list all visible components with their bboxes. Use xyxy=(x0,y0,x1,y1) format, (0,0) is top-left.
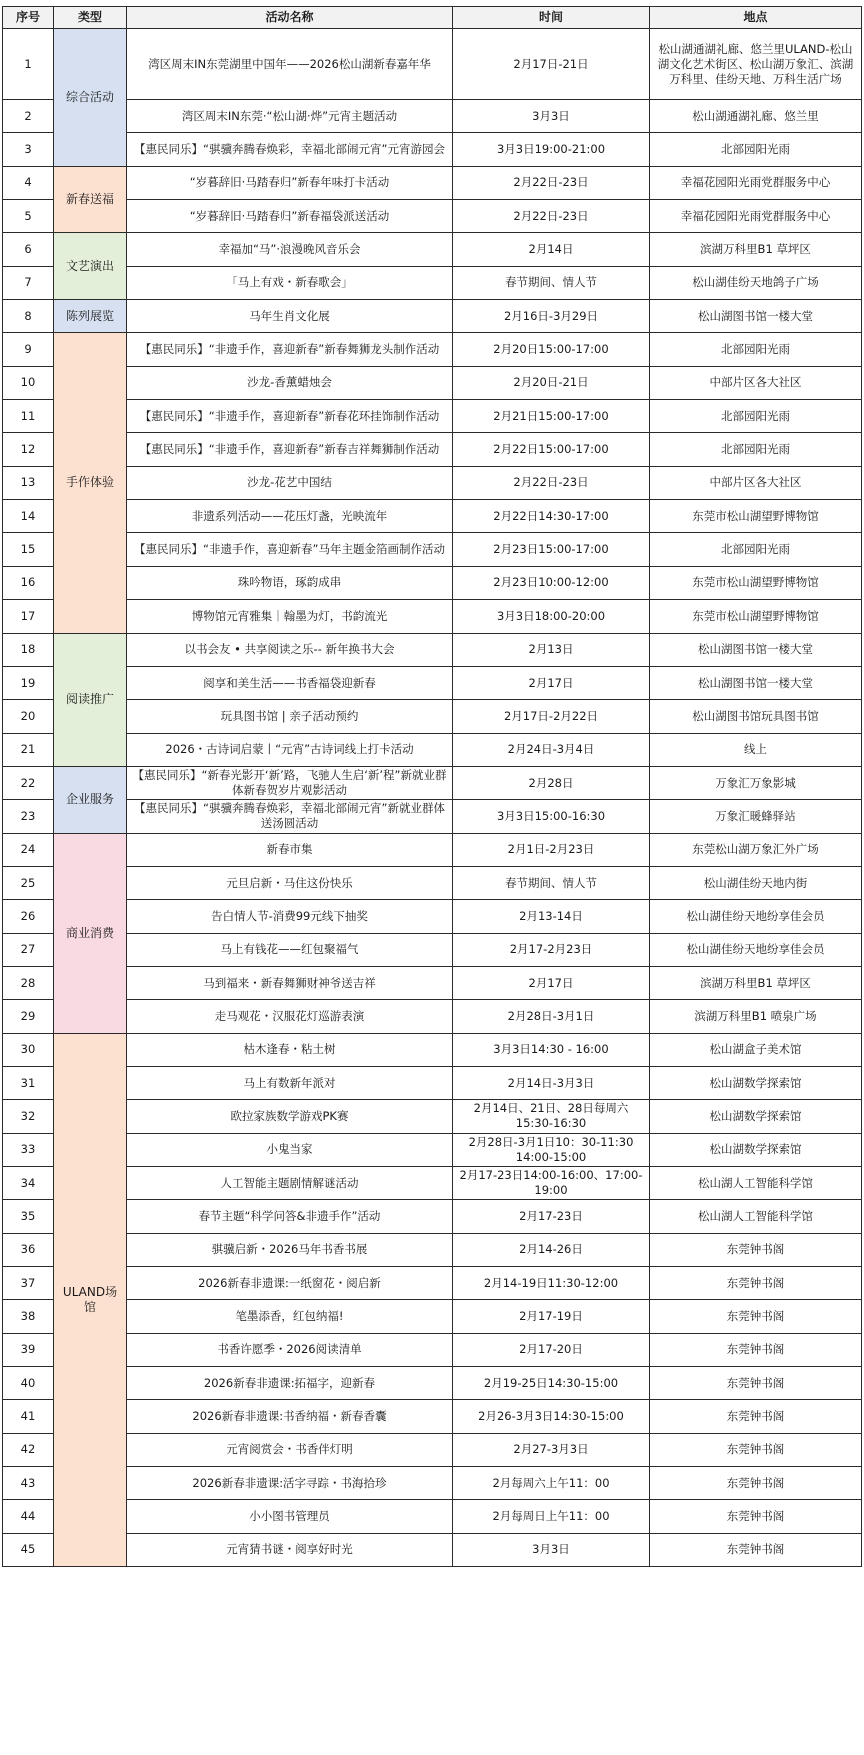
activity-place: 东莞钟书阁 xyxy=(650,1367,862,1400)
row-number: 2 xyxy=(3,100,54,133)
activity-time: 2月28日 xyxy=(453,766,650,799)
activity-place: 滨湖万科里B1 喷泉广场 xyxy=(650,1000,862,1033)
activity-name: “岁暮辞旧·马踏春归”新春福袋派送活动 xyxy=(127,200,453,233)
activity-time: 2月21日15:00-17:00 xyxy=(453,400,650,433)
activity-name: 枯木逢春・粘土树 xyxy=(127,1033,453,1066)
row-number: 41 xyxy=(3,1400,54,1433)
activity-place: 东莞钟书阁 xyxy=(650,1300,862,1333)
activity-time: 2月17日 xyxy=(453,666,650,699)
table-row xyxy=(3,100,862,133)
row-number: 21 xyxy=(3,733,54,766)
activity-place: 松山湖盒子美术馆 xyxy=(650,1033,862,1066)
activity-name: 元旦启新・马住这份快乐 xyxy=(127,866,453,899)
activity-name: 沙龙-花艺中国结 xyxy=(127,466,453,499)
activity-place: 松山湖佳纷天地内街 xyxy=(650,866,862,899)
activity-name: 珠吟物语，琢韵成串 xyxy=(127,566,453,599)
row-number: 12 xyxy=(3,433,54,466)
row-number: 35 xyxy=(3,1200,54,1233)
activity-place: 松山湖佳纷天地纷享佳会员 xyxy=(650,900,862,933)
table-row xyxy=(3,533,862,566)
table-row xyxy=(3,166,862,199)
row-number: 23 xyxy=(3,800,54,833)
table-row xyxy=(3,666,862,699)
table-row xyxy=(3,400,862,433)
activity-time: 2月14-26日 xyxy=(453,1233,650,1266)
activity-time: 2月13-14日 xyxy=(453,900,650,933)
table-row xyxy=(3,500,862,533)
activity-place: 中部片区各大社区 xyxy=(650,466,862,499)
table-row xyxy=(3,1167,862,1200)
activity-name: 新春市集 xyxy=(127,833,453,866)
row-number: 18 xyxy=(3,633,54,666)
activity-time: 春节期间、情人节 xyxy=(453,866,650,899)
activity-place: 东莞松山湖万象汇外广场 xyxy=(650,833,862,866)
table-row xyxy=(3,1033,862,1066)
table-row xyxy=(3,1500,862,1533)
activity-name: 【惠民同乐】“非遗手作，喜迎新春”新春舞狮龙头制作活动 xyxy=(127,333,453,366)
row-number: 43 xyxy=(3,1467,54,1500)
activity-place: 东莞市松山湖望野博物馆 xyxy=(650,500,862,533)
activity-name: 小小图书管理员 xyxy=(127,1500,453,1533)
activity-name: 马年生肖文化展 xyxy=(127,300,453,333)
activity-name: 博物馆元宵雅集｜翰墨为灯，书韵流光 xyxy=(127,600,453,633)
activity-name: 【惠民同乐】“骐骥奔腾春焕彩，幸福北部闹元宵”新就业群体送汤圆活动 xyxy=(127,800,453,833)
activity-place: 北部园阳光雨 xyxy=(650,133,862,166)
row-number: 20 xyxy=(3,700,54,733)
activity-name: 「马上有戏・新春歌会」 xyxy=(127,266,453,299)
activity-place: 松山湖图书馆一楼大堂 xyxy=(650,633,862,666)
table-row xyxy=(3,1400,862,1433)
activity-place: 东莞钟书阁 xyxy=(650,1267,862,1300)
activity-time: 2月19-25日14:30-15:00 xyxy=(453,1367,650,1400)
activity-place: 北部园阳光雨 xyxy=(650,533,862,566)
table-row xyxy=(3,733,862,766)
activity-name: 【惠民同乐】“非遗手作，喜迎新春”马年主题金箔画制作活动 xyxy=(127,533,453,566)
activity-name: 走马观花・汉服花灯巡游表演 xyxy=(127,1000,453,1033)
activity-place: 松山湖通湖礼廊、悠兰里 xyxy=(650,100,862,133)
activity-time: 2月17日-2月22日 xyxy=(453,700,650,733)
header-time: 时间 xyxy=(453,7,650,29)
activity-name: 元宵猜书谜・阅享好时光 xyxy=(127,1533,453,1566)
activity-place: 松山湖数学探索馆 xyxy=(650,1100,862,1133)
row-number: 11 xyxy=(3,400,54,433)
row-number: 31 xyxy=(3,1066,54,1099)
activity-name: 马上有数新年派对 xyxy=(127,1066,453,1099)
activity-place: 松山湖图书馆玩具图书馆 xyxy=(650,700,862,733)
row-number: 40 xyxy=(3,1367,54,1400)
activity-name: 2026新春非遗课:拓福字，迎新春 xyxy=(127,1367,453,1400)
row-number: 29 xyxy=(3,1000,54,1033)
activity-time: 2月22日-23日 xyxy=(453,166,650,199)
row-number: 33 xyxy=(3,1133,54,1166)
activity-place: 东莞钟书阁 xyxy=(650,1400,862,1433)
row-number: 26 xyxy=(3,900,54,933)
activity-place: 东莞钟书阁 xyxy=(650,1533,862,1566)
row-number: 42 xyxy=(3,1433,54,1466)
activity-time: 2月17-23日14:00-16:00、17:00-19:00 xyxy=(453,1167,650,1200)
activity-place: 东莞钟书阁 xyxy=(650,1333,862,1366)
row-number: 7 xyxy=(3,266,54,299)
table-row xyxy=(3,1066,862,1099)
category-cell: 商业消费 xyxy=(54,833,127,1033)
activity-time: 2月28日-3月1日 xyxy=(453,1000,650,1033)
table-row xyxy=(3,266,862,299)
activity-time: 2月22日15:00-17:00 xyxy=(453,433,650,466)
row-number: 9 xyxy=(3,333,54,366)
activity-time: 2月20日15:00-17:00 xyxy=(453,333,650,366)
table-row xyxy=(3,1300,862,1333)
activity-place: 滨湖万科里B1 草坪区 xyxy=(650,966,862,999)
table-row xyxy=(3,1267,862,1300)
activity-name: 元宵阅赏会・书香伴灯明 xyxy=(127,1433,453,1466)
table-row xyxy=(3,1533,862,1566)
header-place: 地点 xyxy=(650,7,862,29)
table-row xyxy=(3,800,862,833)
table-row xyxy=(3,433,862,466)
header-row xyxy=(3,7,862,29)
activity-time: 3月3日14:30 - 16:00 xyxy=(453,1033,650,1066)
schedule-table xyxy=(2,6,862,1567)
activity-time: 2月16日-3月29日 xyxy=(453,300,650,333)
table-row xyxy=(3,1133,862,1166)
activity-time: 2月每周六上午11：00 xyxy=(453,1467,650,1500)
activity-place: 松山湖数学探索馆 xyxy=(650,1066,862,1099)
category-cell: 手作体验 xyxy=(54,333,127,633)
row-number: 28 xyxy=(3,966,54,999)
activity-name: 2026新春非遗课:一纸窗花・阅启新 xyxy=(127,1267,453,1300)
activity-name: 告白情人节-消费99元线下抽奖 xyxy=(127,900,453,933)
activity-time: 2月22日-23日 xyxy=(453,466,650,499)
activity-time: 2月14日-3月3日 xyxy=(453,1066,650,1099)
activity-place: 万象汇暖蜂驿站 xyxy=(650,800,862,833)
row-number: 37 xyxy=(3,1267,54,1300)
activity-place: 东莞市松山湖望野博物馆 xyxy=(650,600,862,633)
row-number: 8 xyxy=(3,300,54,333)
header-name: 活动名称 xyxy=(127,7,453,29)
activity-place: 松山湖人工智能科学馆 xyxy=(650,1200,862,1233)
activity-place: 松山湖通湖礼廊、悠兰里ULAND-松山湖文化艺术街区、松山湖万象汇、滨湖万科里、佳纷天地、万科生活广场 xyxy=(650,29,862,100)
activity-name: 春节主题“科学问答&非遗手作”活动 xyxy=(127,1200,453,1233)
activity-time: 2月14日 xyxy=(453,233,650,266)
activity-place: 松山湖佳纷天地纷享佳会员 xyxy=(650,933,862,966)
table-row xyxy=(3,233,862,266)
activity-name: 马到福来・新春舞狮财神爷送吉祥 xyxy=(127,966,453,999)
row-number: 1 xyxy=(3,29,54,100)
table-row xyxy=(3,466,862,499)
activity-time: 2月17-19日 xyxy=(453,1300,650,1333)
activity-time: 2月17-23日 xyxy=(453,1200,650,1233)
activity-place: 松山湖人工智能科学馆 xyxy=(650,1167,862,1200)
activity-place: 滨湖万科里B1 草坪区 xyxy=(650,233,862,266)
category-cell: 文艺演出 xyxy=(54,233,127,300)
row-number: 44 xyxy=(3,1500,54,1533)
activity-name: 【惠民同乐】“非遗手作，喜迎新春”新春吉祥舞狮制作活动 xyxy=(127,433,453,466)
table-row xyxy=(3,1233,862,1266)
table-row xyxy=(3,833,862,866)
row-number: 10 xyxy=(3,366,54,399)
row-number: 6 xyxy=(3,233,54,266)
table-row xyxy=(3,766,862,799)
table-row xyxy=(3,566,862,599)
activity-time: 2月14日、21日、28日每周六15:30-16:30 xyxy=(453,1100,650,1133)
category-cell: 新春送福 xyxy=(54,166,127,233)
activity-name: 阅享和美生活——书香福袋迎新春 xyxy=(127,666,453,699)
table-row xyxy=(3,333,862,366)
activity-name: 沙龙-香薰蜡烛会 xyxy=(127,366,453,399)
row-number: 34 xyxy=(3,1167,54,1200)
activity-name: 【惠民同乐】“骐骥奔腾春焕彩，幸福北部闹元宵”元宵游园会 xyxy=(127,133,453,166)
activity-name: 2026・古诗词启蒙丨“元宵”古诗词线上打卡活动 xyxy=(127,733,453,766)
table-row xyxy=(3,900,862,933)
activity-place: 幸福花园阳光雨党群服务中心 xyxy=(650,166,862,199)
table-body xyxy=(3,29,862,1567)
activity-time: 3月3日15:00-16:30 xyxy=(453,800,650,833)
row-number: 36 xyxy=(3,1233,54,1266)
activity-time: 3月3日18:00-20:00 xyxy=(453,600,650,633)
row-number: 19 xyxy=(3,666,54,699)
activity-place: 幸福花园阳光雨党群服务中心 xyxy=(650,200,862,233)
activity-name: 湾区周末IN东莞湖里中国年——2026松山湖新春嘉年华 xyxy=(127,29,453,100)
activity-time: 2月1日-2月23日 xyxy=(453,833,650,866)
table-row xyxy=(3,1333,862,1366)
activity-time: 2月17-2月23日 xyxy=(453,933,650,966)
table-row xyxy=(3,1433,862,1466)
table-row xyxy=(3,1467,862,1500)
activity-name: 书香许愿季・2026阅读清单 xyxy=(127,1333,453,1366)
activity-place: 北部园阳光雨 xyxy=(650,433,862,466)
activity-time: 2月17日-21日 xyxy=(453,29,650,100)
row-number: 38 xyxy=(3,1300,54,1333)
activity-place: 东莞钟书阁 xyxy=(650,1433,862,1466)
table-row xyxy=(3,700,862,733)
activity-place: 东莞市松山湖望野博物馆 xyxy=(650,566,862,599)
table-row xyxy=(3,1367,862,1400)
activity-place: 中部片区各大社区 xyxy=(650,366,862,399)
activity-time: 2月14-19日11:30-12:00 xyxy=(453,1267,650,1300)
activity-time: 3月3日 xyxy=(453,100,650,133)
activity-name: 【惠民同乐】“非遗手作，喜迎新春”新春花环挂饰制作活动 xyxy=(127,400,453,433)
activity-name: 以书会友 • 共享阅读之乐-- 新年换书大会 xyxy=(127,633,453,666)
activity-name: 2026新春非遗课:活字寻踪・书海拾珍 xyxy=(127,1467,453,1500)
activity-name: 笔墨添香，红包纳福! xyxy=(127,1300,453,1333)
table-row xyxy=(3,1200,862,1233)
row-number: 14 xyxy=(3,500,54,533)
row-number: 39 xyxy=(3,1333,54,1366)
table-row xyxy=(3,1100,862,1133)
activity-schedule-table xyxy=(2,6,862,1567)
activity-name: 湾区周末IN东莞·“松山湖·烨”元宵主题活动 xyxy=(127,100,453,133)
row-number: 22 xyxy=(3,766,54,799)
activity-time: 2月每周日上午11：00 xyxy=(453,1500,650,1533)
row-number: 4 xyxy=(3,166,54,199)
activity-time: 2月20日-21日 xyxy=(453,366,650,399)
activity-place: 万象汇万象影城 xyxy=(650,766,862,799)
activity-name: 欧拉家族数学游戏PK赛 xyxy=(127,1100,453,1133)
category-cell: 企业服务 xyxy=(54,766,127,833)
activity-name: 【惠民同乐】“新春光影开‘新’路，飞驰人生启‘新’程”新就业群体新春贺岁片观影活动 xyxy=(127,766,453,799)
row-number: 45 xyxy=(3,1533,54,1566)
activity-time: 2月17-20日 xyxy=(453,1333,650,1366)
activity-time: 2月28日-3月1日10：30-11:30 14:00-15:00 xyxy=(453,1133,650,1166)
row-number: 27 xyxy=(3,933,54,966)
table-row xyxy=(3,366,862,399)
activity-time: 3月3日19:00-21:00 xyxy=(453,133,650,166)
activity-time: 春节期间、情人节 xyxy=(453,266,650,299)
row-number: 24 xyxy=(3,833,54,866)
table-row xyxy=(3,600,862,633)
activity-place: 松山湖图书馆一楼大堂 xyxy=(650,666,862,699)
activity-time: 2月17日 xyxy=(453,966,650,999)
activity-time: 2月22日14:30-17:00 xyxy=(453,500,650,533)
activity-time: 2月22日-23日 xyxy=(453,200,650,233)
activity-place: 北部园阳光雨 xyxy=(650,400,862,433)
row-number: 15 xyxy=(3,533,54,566)
activity-time: 2月26-3月3日14:30-15:00 xyxy=(453,1400,650,1433)
activity-place: 松山湖数学探索馆 xyxy=(650,1133,862,1166)
activity-place: 松山湖图书馆一楼大堂 xyxy=(650,300,862,333)
activity-place: 松山湖佳纷天地鸽子广场 xyxy=(650,266,862,299)
table-row xyxy=(3,133,862,166)
activity-place: 东莞钟书阁 xyxy=(650,1467,862,1500)
activity-name: 2026新春非遗课:书香纳福・新春香囊 xyxy=(127,1400,453,1433)
activity-name: 幸福加“马”·浪漫晚风音乐会 xyxy=(127,233,453,266)
activity-place: 线上 xyxy=(650,733,862,766)
activity-place: 东莞钟书阁 xyxy=(650,1500,862,1533)
row-number: 25 xyxy=(3,866,54,899)
header-type: 类型 xyxy=(54,7,127,29)
table-row xyxy=(3,866,862,899)
row-number: 30 xyxy=(3,1033,54,1066)
table-row xyxy=(3,29,862,100)
activity-name: 非遗系列活动——花压灯盏，光映流年 xyxy=(127,500,453,533)
header-no: 序号 xyxy=(3,7,54,29)
activity-place: 北部园阳光雨 xyxy=(650,333,862,366)
category-cell: 综合活动 xyxy=(54,29,127,167)
row-number: 17 xyxy=(3,600,54,633)
activity-name: 骐骥启新・2026马年书香书展 xyxy=(127,1233,453,1266)
table-row xyxy=(3,633,862,666)
row-number: 13 xyxy=(3,466,54,499)
table-row xyxy=(3,1000,862,1033)
activity-time: 2月24日-3月4日 xyxy=(453,733,650,766)
category-cell: ULAND场馆 xyxy=(54,1033,127,1567)
activity-time: 2月13日 xyxy=(453,633,650,666)
activity-name: 马上有钱花——红包聚福气 xyxy=(127,933,453,966)
row-number: 32 xyxy=(3,1100,54,1133)
row-number: 3 xyxy=(3,133,54,166)
activity-name: 玩具图书馆 | 亲子活动预约 xyxy=(127,700,453,733)
activity-name: “岁暮辞旧·马踏春归”新春年味打卡活动 xyxy=(127,166,453,199)
row-number: 5 xyxy=(3,200,54,233)
table-row xyxy=(3,933,862,966)
activity-time: 2月23日10:00-12:00 xyxy=(453,566,650,599)
category-cell: 阅读推广 xyxy=(54,633,127,766)
activity-place: 东莞钟书阁 xyxy=(650,1233,862,1266)
activity-name: 小鬼当家 xyxy=(127,1133,453,1166)
category-cell: 陈列展览 xyxy=(54,300,127,333)
table-row xyxy=(3,966,862,999)
activity-time: 2月27-3月3日 xyxy=(453,1433,650,1466)
row-number: 16 xyxy=(3,566,54,599)
table-row xyxy=(3,200,862,233)
table-row xyxy=(3,300,862,333)
activity-time: 3月3日 xyxy=(453,1533,650,1566)
activity-name: 人工智能主题剧情解谜活动 xyxy=(127,1167,453,1200)
activity-time: 2月23日15:00-17:00 xyxy=(453,533,650,566)
